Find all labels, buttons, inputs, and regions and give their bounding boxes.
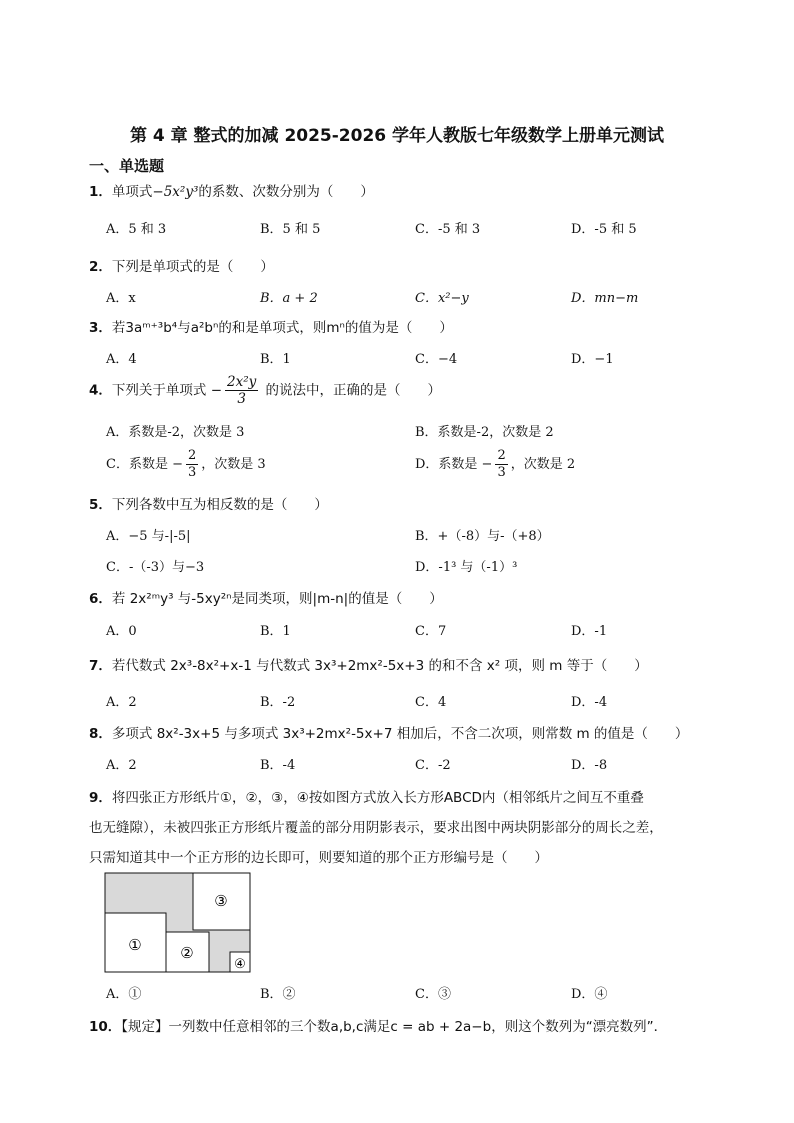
question-4 bbox=[89, 374, 441, 407]
question-1 bbox=[89, 180, 374, 200]
question-8 bbox=[89, 722, 688, 742]
question-number: 4． bbox=[89, 382, 112, 399]
option-a: A．x bbox=[106, 291, 136, 306]
question-text: 若代数式 2x³-8x²+x-1 与代数式 3x³+2mx²-5x+3 的和不含 x² 项，则 m 等于（ ） bbox=[111, 658, 648, 674]
option-a: A．−5 与-|-5| bbox=[106, 529, 191, 544]
option-b: B．1 bbox=[260, 624, 291, 639]
option-c: C．−4 bbox=[415, 352, 458, 367]
option-a: A．2 bbox=[106, 695, 137, 710]
option-d: D．−1 bbox=[571, 352, 614, 367]
question-2 bbox=[89, 255, 274, 275]
question-text: 下列是单项式的是（ ） bbox=[111, 259, 274, 275]
numerator: 2 bbox=[497, 448, 506, 463]
label-2: ② bbox=[180, 944, 194, 962]
option-b: B．5 和 5 bbox=[260, 222, 321, 237]
question-text: 的说法中，正确的是（ ） bbox=[261, 382, 442, 399]
option-d: D．-1 bbox=[571, 624, 608, 639]
square-tiles-figure bbox=[104, 872, 252, 974]
question-9-line-3: 只需知道其中一个正方形的边长即可，则要知道的那个正方形编号是（ ） bbox=[89, 850, 548, 866]
question-text: 多项式 8x²-3x+5 与多项式 3x³+2mx²-5x+7 相加后，不含二次项，则常数 m 的值是（ ） bbox=[111, 726, 689, 742]
label-3: ③ bbox=[214, 892, 228, 910]
denominator: 3 bbox=[187, 465, 197, 480]
option-c: C．4 bbox=[415, 695, 447, 710]
question-number: 3． bbox=[89, 320, 112, 336]
option-b: B．-4 bbox=[260, 758, 296, 773]
question-number: 6． bbox=[89, 591, 112, 607]
question-5 bbox=[89, 493, 328, 513]
option-b: B．1 bbox=[260, 352, 291, 367]
question-number: 2． bbox=[89, 259, 112, 275]
question-7 bbox=[89, 654, 648, 674]
math-expression: −5x²y³ bbox=[152, 184, 199, 200]
option-text: ，次数是 3 bbox=[201, 457, 266, 472]
option-text: ，次数是 2 bbox=[510, 457, 576, 472]
question-9 bbox=[89, 786, 644, 806]
option-b: B．+（-8）与-（+8） bbox=[415, 529, 550, 544]
option-d: D．-1³ 与（-1）³ bbox=[415, 560, 518, 575]
option-a: A．① bbox=[106, 987, 142, 1002]
option-b: B．a + 2 bbox=[260, 291, 318, 306]
question-6 bbox=[89, 587, 443, 607]
option-text: C．系数是 − bbox=[106, 457, 183, 472]
option-a: A．4 bbox=[106, 352, 137, 367]
option-d: D．④ bbox=[571, 987, 608, 1002]
option-c: C．7 bbox=[415, 624, 447, 639]
fraction bbox=[186, 448, 198, 481]
option-d: D．-8 bbox=[571, 758, 608, 773]
option-b: B．-2 bbox=[260, 695, 296, 710]
option-c: C．x²−y bbox=[415, 291, 469, 306]
question-3 bbox=[89, 316, 453, 336]
question-text: 若 2x²ᵐy³ 与-5xy²ⁿ是同类项，则|m-n|的值是（ ） bbox=[111, 591, 443, 607]
option-c: C．-（-3）与−3 bbox=[106, 560, 205, 575]
option-d: D．-4 bbox=[571, 695, 608, 710]
denominator: 3 bbox=[497, 465, 506, 480]
option-text: D．系数是 − bbox=[415, 457, 493, 472]
question-number: 1． bbox=[89, 184, 112, 200]
label-4: ④ bbox=[234, 957, 246, 972]
page-title: 第 4 章 整式的加减 2025-2026 学年人教版七年级数学上册单元测试 bbox=[129, 126, 665, 146]
question-text: 若3aᵐ⁺³b⁴与a²bⁿ的和是单项式，则mⁿ的值为是（ ） bbox=[111, 320, 453, 336]
question-number: 7． bbox=[89, 658, 112, 674]
question-number: 5． bbox=[89, 497, 112, 513]
question-text: 下列各数中互为相反数的是（ ） bbox=[111, 497, 328, 513]
numerator: 2x²y bbox=[227, 374, 257, 390]
question-text: 下列关于单项式 − bbox=[111, 382, 223, 399]
question-9-line-2: 也无缝隙），未被四张正方形纸片覆盖的部分用阴影表示，要求出图中两块阴影部分的周长之差， bbox=[89, 820, 663, 836]
question-number: 8． bbox=[89, 726, 112, 742]
option-c: C．-5 和 3 bbox=[415, 222, 481, 237]
option-c: C．-2 bbox=[415, 758, 451, 773]
option-d bbox=[415, 448, 575, 481]
question-number: 9． bbox=[89, 790, 112, 806]
question-text: 单项式 bbox=[111, 184, 153, 200]
option-c: C．③ bbox=[415, 987, 451, 1002]
question-number: 10． bbox=[89, 1019, 122, 1035]
question-10 bbox=[89, 1015, 667, 1035]
option-d: D．-5 和 5 bbox=[571, 222, 637, 237]
option-a: A．0 bbox=[106, 624, 137, 639]
fraction bbox=[225, 374, 258, 407]
question-text: 的系数、次数分别为（ ） bbox=[198, 184, 374, 200]
option-d: D．mn−m bbox=[571, 291, 639, 306]
option-b: B．系数是-2，次数是 2 bbox=[415, 425, 554, 440]
label-1: ① bbox=[128, 936, 142, 954]
question-text: 【规定】一列数中任意相邻的三个数a,b,c满足c = ab + 2a−b，则这个数列为“漂亮数列”． bbox=[121, 1019, 668, 1035]
option-b: B．② bbox=[260, 987, 296, 1002]
option-c bbox=[106, 448, 266, 481]
option-a: A．系数是-2，次数是 3 bbox=[106, 425, 245, 440]
option-a: A．2 bbox=[106, 758, 137, 773]
question-text: 将四张正方形纸片①，②，③，④按如图方式放入长方形ABCD内（相邻纸片之间互不重叠 bbox=[111, 790, 644, 806]
section-heading: 一、单选题 bbox=[89, 157, 165, 175]
numerator: 2 bbox=[187, 448, 197, 463]
denominator: 3 bbox=[237, 391, 246, 407]
option-a: A．5 和 3 bbox=[106, 222, 167, 237]
fraction bbox=[495, 448, 507, 481]
